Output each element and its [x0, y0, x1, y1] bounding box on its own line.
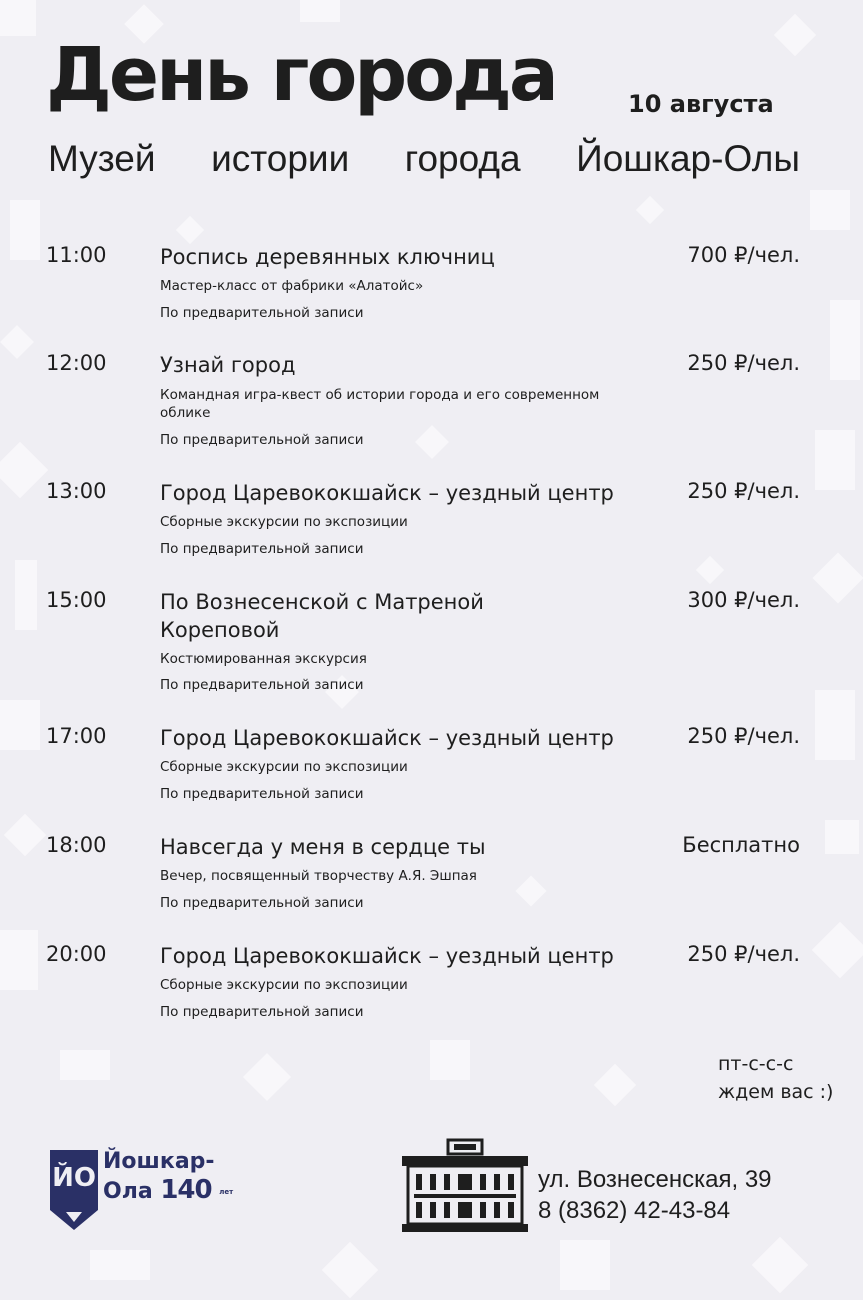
event-note: По предварительной записи [160, 786, 364, 802]
page-title: День города [46, 32, 556, 118]
event-note: По предварительной записи [160, 541, 364, 557]
event-time: 20:00 [46, 942, 107, 966]
event-time: 12:00 [46, 351, 107, 375]
event-description: Сборные экскурсии по экспозиции [160, 759, 408, 775]
event-description: Сборные экскурсии по экспозиции [160, 514, 408, 530]
event-price: 250 ₽/чел. [687, 351, 800, 375]
event-title: Город Царевококшайск – уездный центр [160, 726, 614, 750]
event-note: По предварительной записи [160, 305, 364, 321]
address: ул. Вознесенская, 39 [538, 1166, 772, 1193]
museum-name-word: Музей [48, 138, 156, 179]
phone: 8 (8362) 42-43-84 [538, 1197, 731, 1224]
event-time: 17:00 [46, 724, 107, 748]
event-description: Командная игра-квест об истории города и его современном облике [160, 387, 600, 421]
event-note: По предварительной записи [160, 432, 364, 448]
event-description: Сборные экскурсии по экспозиции [160, 977, 408, 993]
museum-name [48, 138, 800, 180]
event-description: Костюмированная экскурсия [160, 651, 367, 667]
contact-info [538, 1164, 772, 1226]
event-time: 11:00 [46, 243, 107, 267]
event-title: Город Царевококшайск – уездный центр [160, 944, 614, 968]
event-note: По предварительной записи [160, 677, 364, 693]
footnote-line: ждем вас :) [718, 1081, 834, 1103]
city-logo-line: Йошкар- [103, 1149, 215, 1174]
museum-name-word: Йошкар-Олы [576, 138, 800, 179]
footnote-line: пт-с-с-с [718, 1053, 794, 1075]
logo-glyph: ЙО [52, 1163, 96, 1193]
city-logo-line: Ола 140 лет [103, 1175, 234, 1205]
event-price: 250 ₽/чел. [687, 724, 800, 748]
event-time: 13:00 [46, 479, 107, 503]
city-logo-icon [46, 1148, 102, 1232]
event-price: 700 ₽/чел. [687, 243, 800, 267]
museum-name-word: города [404, 138, 521, 179]
anniversary-suffix: лет [219, 1188, 234, 1196]
event-date: 10 августа [628, 90, 774, 118]
event-title: Роспись деревянных ключниц [160, 245, 495, 269]
event-price: 300 ₽/чел. [687, 588, 800, 612]
event-title: Навсегда у меня в сердце ты [160, 835, 486, 859]
museum-building-icon [400, 1138, 530, 1234]
event-note: По предварительной записи [160, 895, 364, 911]
city-logo-text [103, 1148, 233, 1206]
event-title: Узнай город [160, 353, 296, 377]
event-price: Бесплатно [682, 833, 800, 857]
footnote [718, 1050, 833, 1106]
event-time: 15:00 [46, 588, 107, 612]
event-title: Город Царевококшайск – уездный центр [160, 481, 614, 505]
event-time: 18:00 [46, 833, 107, 857]
event-description: Мастер-класс от фабрики «Алатойс» [160, 278, 424, 294]
anniversary-number: 140 [160, 1175, 212, 1205]
event-price: 250 ₽/чел. [687, 942, 800, 966]
event-note: По предварительной записи [160, 1004, 364, 1020]
event-title: По Вознесенской с Матреной Кореповой [160, 590, 484, 642]
museum-name-word: истории [211, 138, 350, 179]
event-price: 250 ₽/чел. [687, 479, 800, 503]
event-description: Вечер, посвященный творчеству А.Я. Эшпая [160, 868, 477, 884]
